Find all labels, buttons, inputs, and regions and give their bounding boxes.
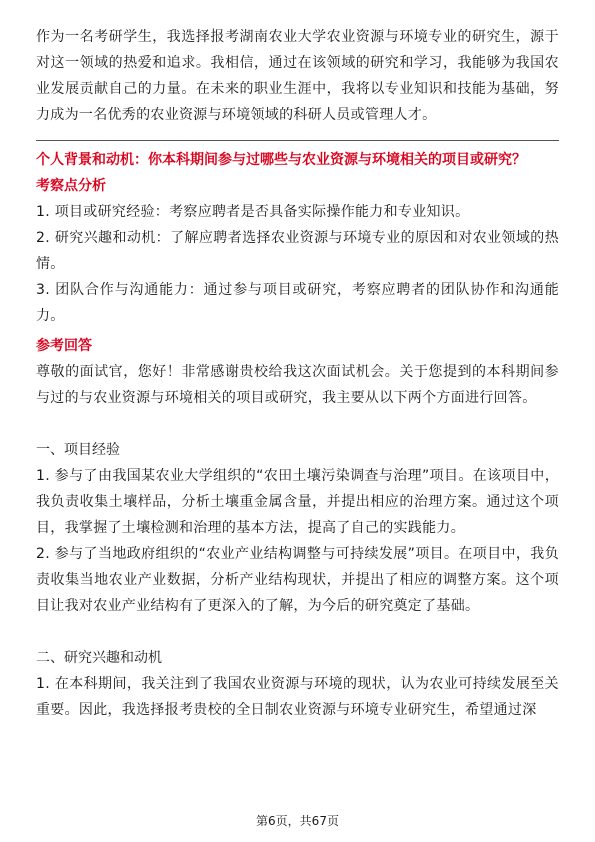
project-item: 1. 参与了由我国某农业大学组织的“农田土壤污染调查与治理”项目。在该项目中，我负责收集土壤样品，分析土壤重金属含量，并提出相应的治理方案。通过这个项目，我掌握了土壤检测和治理的基本方法，提高了自己的实践能力。 [36,468,559,536]
analysis-item: 1. 项目或研究经验：考察应聘者是否具备实际操作能力和专业知识。 [36,204,470,220]
section-divider [36,140,559,141]
section-heading-research-interest: 二、研究兴趣和动机 [36,650,162,666]
analysis-item: 2. 研究兴趣和动机：了解应聘者选择农业资源与环境专业的原因和对农业领域的热情。 [36,230,559,272]
answer-opening: 尊敬的面试官，您好！非常感谢贵校给我这次面试机会。关于您提到的本科期间参与过的与农业资源与环境相关的项目或研究，我主要从以下两个方面进行回答。 [36,364,559,406]
answer-label: 参考回答 [36,338,92,354]
project-item: 2. 参与了当地政府组织的“农业产业结构调整与可持续发展”项目。在项目中，我负责收集当地农业产业数据，分析产业结构现状，并提出了相应的调整方案。这个项目让我对农业产业结构有了更深入的了解，为今后的研究奠定了基础。 [36,546,559,614]
analysis-label: 考察点分析 [36,178,106,194]
analysis-item: 3. 团队合作与沟通能力：通过参与项目或研究，考察应聘者的团队协作和沟通能力。 [36,282,559,324]
intro-paragraph: 作为一名考研学生，我选择报考湖南农业大学农业资源与环境专业的研究生，源于对这一领域的热爱和追求。我相信，通过在该领域的研究和学习，我能够为我国农业发展贡献自己的力量。在未来的职业生涯中，我将以专业知识和技能为基础，努力成为一名优秀的农业资源与环境领域的科研人员或管理人才。 [36,29,559,123]
page-number-footer: 第6页，共67页 [256,814,339,828]
interest-item: 1. 在本科期间，我关注到了我国农业资源与环境的现状，认为农业可持续发展至关重要。因此，我选择报考贵校的全日制农业资源与环境专业研究生，希望通过深 [36,676,559,718]
spacer [36,411,559,437]
spacer [36,619,559,645]
section-heading-project-experience: 一、项目经验 [36,442,120,458]
document-page [36,24,559,723]
question-title: 个人背景和动机：你本科期间参与过哪些与农业资源与环境相关的项目或研究？ [36,152,526,168]
